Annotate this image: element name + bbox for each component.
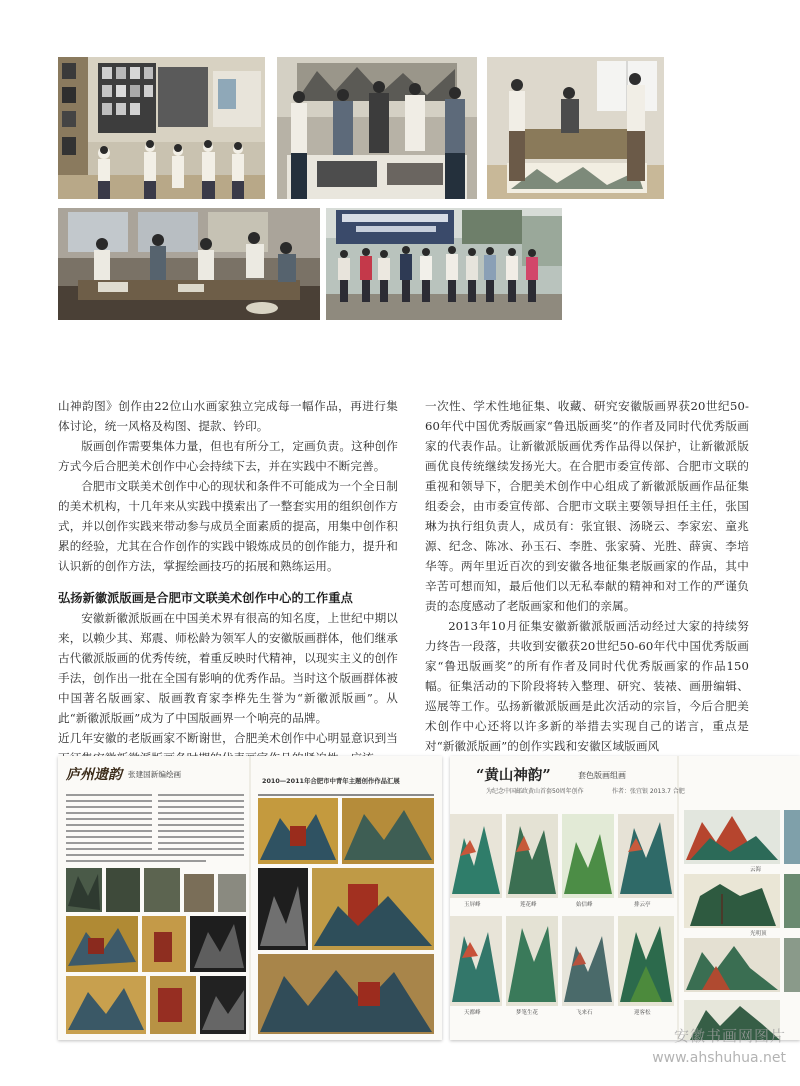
spread-calligraphy-title: 庐州遗韵 (66, 767, 122, 783)
paragraph: 一次性、学术性地征集、收藏、研究安徽版画界获20世纪50-60年代中国优秀版画家“鲁迅版画奖”的作者及同时代优秀版画家的代表作品。让新徽派版画优秀作品得以保护，让新徽派版画优良传统继续发扬光大。在合肥市委宣传部、合肥市文联的重视和领导下，合肥美术创作中心组成了新徽派版画作品征集组委会，由市委宣传部、合肥市文联主要领导担任主任，张国琳为执行组负责人，成员有：张宜银、汤晓云、李家宏、童兆源、纪念、陈冰、孙玉石、李胜、张家骑、光胜、薛寅、李培华等。两年里近百次的到安徽各地征集老版画家的作品，其中辛苦可想而知，最后他们以无私奉献的精神和对工作的严谨负责的态度感动了老版画家和他们的亲属。 (425, 399, 749, 613)
print-caption: 排云亭 (634, 902, 651, 908)
article-right-column (425, 396, 749, 756)
spread-author: 作者：张宜银 2013.7 合肥 (612, 788, 685, 795)
spread-title: “黄山神韵” (476, 767, 551, 784)
print-caption: 飞来石 (576, 1010, 593, 1016)
print-caption: 始信峰 (576, 902, 593, 908)
photo-group-at-table (277, 57, 477, 199)
photo-exhibition-room (58, 57, 265, 199)
section-heading: 弘扬新徽派版画是合肥市文联美术创作中心的工作重点 (58, 591, 353, 605)
spread-note: 为纪念中国邮政黄山首套50周年创作 (486, 788, 584, 795)
paragraph: 2013年10月征集安徽新徽派版画活动经过大家的持续努力终告一段落，共收到安徽获20世纪50-60年代中国优秀版画家“鲁迅版画奖”的所有作者及同时代优秀版画家的作品150幅。征集活动的下阶段将转入整理、研究、装裱、画册编辑、巡展等工作。弘扬新徽派版画是此次活动的宗旨，今后合肥美术创作中心还将以许多新的举措去实现自己的诺言，重点是对“新徽派版画”的创作实践和安徽区域版画风 (425, 619, 749, 753)
spread-luzhou-yiyun (58, 756, 442, 1040)
photo-studio-meeting (58, 208, 320, 320)
print-caption: 迎客松 (634, 1010, 651, 1016)
spread-title-tail: 套色版画组画 (578, 771, 626, 780)
print-caption: 天都峰 (464, 1010, 481, 1016)
paragraph: 版画创作需要集体力量，但也有所分工，定画负责。这种创作方式今后合肥美术创作中心会持续下去，并在实践中不断完善。 (58, 439, 398, 473)
paragraph: 合肥市文联美术创作中心的现状和条件不可能成为一个全日制的美术机构，十几年来从实践中摸索出了一整套实用的组织创作方式，并以创作实践来带动参与成员全面素质的提高，用集中创作积累的经验，尤其在合作创作的实践中锻炼成员的创作能力，提升和认识新的创作方法，掌握绘画技巧的拓展和熟练运用。 (58, 479, 398, 573)
print-caption: 梦笔生花 (516, 1010, 539, 1016)
paragraph: 近几年安徽的老版画家不断谢世，合肥美术创作中心明显意识到当 (58, 731, 398, 745)
paragraph: 安徽新徽派版画在中国美术界有很高的知名度，上世纪中期以来，以赖少其、郑震、师松龄为领军人的安徽版画群体，他们继承古代徽派版画的优秀传统，着重反映时代精神，以现实主义的创作手法，创作出一批在全国有影响的优秀作品。当时这个版画群体被中国著名版画家、版画教育家李桦先生誉为“新徽派版画”。从此“新徽派版画”成为了中国版画界一个响亮的品牌。 (58, 611, 398, 725)
watermark (652, 1025, 786, 1066)
article-left-column (58, 396, 398, 768)
spread-huangshan-shenyun (450, 756, 800, 1040)
paragraph: 山神韵图》创作由22位山水画家独立完成每一幅作品，再进行集体讨论，统一风格及构图、提款、钤印。 (58, 399, 398, 433)
photo-group-outdoor (326, 208, 562, 320)
spread-subtitle-main: 2010—2011年合肥市中青年主题创作作品汇展 (262, 777, 400, 785)
spread-subtitle-small: 张建国新编绘画 (128, 770, 182, 779)
photo-reviewing-prints (487, 57, 664, 199)
watermark-line1: 安徽书画网图片 (673, 1027, 786, 1045)
watermark-line2: www.ahshuhua.net (652, 1050, 786, 1066)
print-caption: 云海 (750, 867, 762, 873)
print-caption: 莲花峰 (520, 902, 537, 908)
print-caption: 光明顶 (750, 931, 767, 937)
print-caption: 玉屏峰 (464, 902, 481, 908)
